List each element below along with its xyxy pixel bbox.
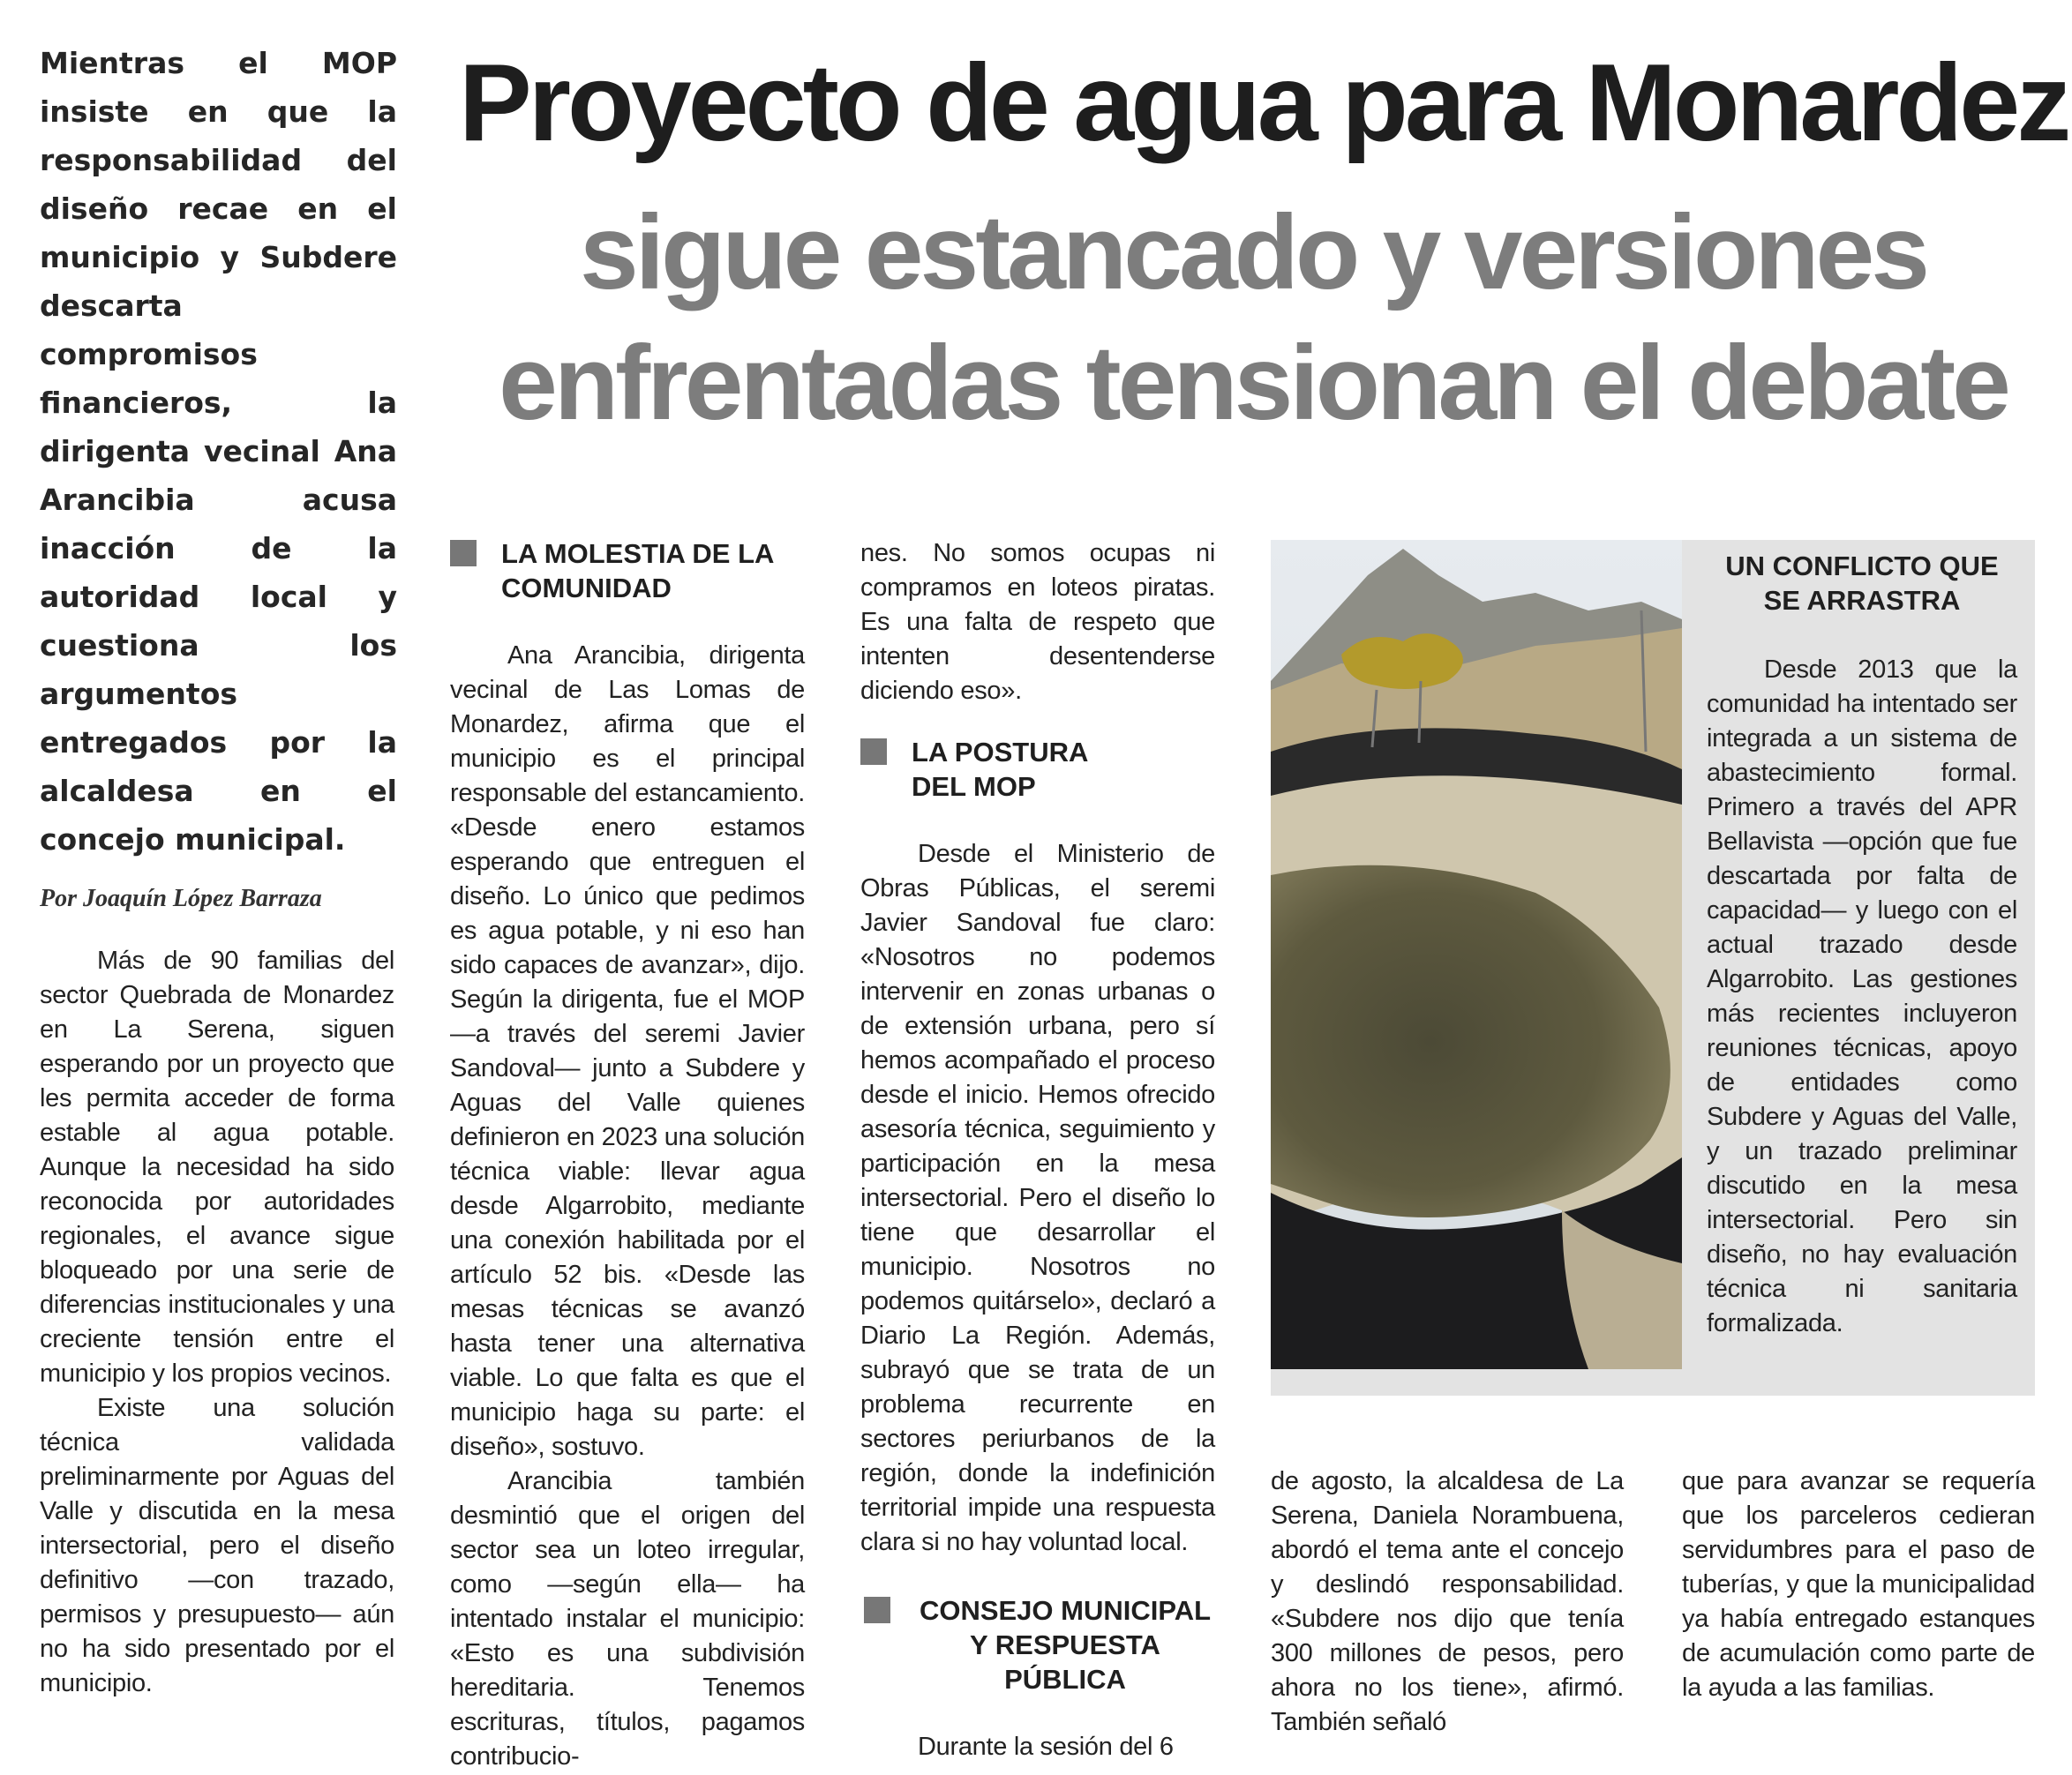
paragraph: Durante la sesión del 6	[918, 1733, 1174, 1761]
section-heading-text: LA MOLESTIA DE LA COMUNIDAD	[501, 538, 774, 603]
article-column-5	[1682, 1464, 2035, 1705]
paragraph: de agosto, la alcaldesa de La Serena, Daniela Norambuena, abordó el tema ante el concejo y deslindó responsabilidad. «Subdere nos dijo que tenía 300 millones de pesos, pero ahora no los tiene», afirmó. También señaló	[1271, 1467, 1624, 1736]
square-bullet-icon	[864, 1597, 890, 1623]
article-column-4	[1271, 1464, 1624, 1740]
section-heading-text: LA POSTURA DEL MOP	[912, 737, 1088, 802]
sidebar-column	[1707, 549, 2017, 1341]
reservoir-photo	[1271, 540, 1682, 1369]
byline: Por Joaquín López Barraza	[40, 885, 322, 912]
headline-line-2: sigue estancado y versiones enfrentadas tensionan el debate	[499, 193, 2008, 442]
sidebar-heading: UN CONFLICTO QUE SE ARRASTRA	[1725, 550, 1999, 616]
paragraph: Más de 90 familias del sector Quebrada de Monardez en La Serena, siguen esperando por un proyecto que les permita acceder de forma estable al agua potable. Aunque la necesidad ha sido reconocida por autoridades regionales, el avance sigue bloqueado por una serie de diferencias institucionales y una creciente tensión entre el municipio y los propios vecinos.	[40, 947, 394, 1388]
section-heading	[860, 1593, 1215, 1696]
section-heading	[450, 536, 805, 605]
paragraph: nes. No somos ocupas ni compramos en loteos piratas. Es una falta de respeto que intenten desentenderse diciendo eso».	[860, 539, 1215, 705]
article-deck: Mientras el MOP insiste en que la responsabilidad del diseño recae en el municipio y Subdere descarta compromisos financieros, la dirigenta vecinal Ana Arancibia acusa inacción de la autoridad local y cuestiona los argumentos entregados por la alcaldesa en el concejo municipal.	[40, 46, 397, 857]
article-column-3	[860, 536, 1215, 1764]
paragraph: Ana Arancibia, dirigenta vecinal de Las Lomas de Monardez, afirma que el municipio es el principal responsable del estancamiento. «Desde enero estamos esperando que entreguen el diseño. Lo único que pedimos es agua potable, y ni eso han sido capaces de avanzar», dijo. Según la dirigenta, fue el MOP —a través del seremi Javier Sandoval— junto a Subdere y Aguas del Valle quienes definieron en 2023 una solución técnica viable: llevar agua desde Algarrobito, mediante una conexión habilitada por el artículo 52 bis. «Desde las mesas técnicas se avanzó hasta tener una alternativa viable. Lo que falta es que el municipio haga su parte: el diseño», sostuvo.	[450, 641, 805, 1461]
square-bullet-icon	[450, 540, 477, 566]
section-heading	[860, 735, 1215, 804]
headline-line-1: Proyecto de agua para Monardez	[459, 42, 2068, 164]
article-column-2	[450, 536, 805, 1774]
reservoir-image	[1271, 540, 1682, 1369]
paragraph: Arancibia también desmintió que el origen del sector sea un loteo irregular, como —según ella— ha intentado instalar el municipio: «Esto es una subdivisión hereditaria. Tenemos escrituras, títulos, pagamos contribucio-	[450, 1467, 805, 1771]
square-bullet-icon	[860, 738, 887, 765]
paragraph: que para avanzar se requería que los parceleros cedieran servidumbres para el paso de tuberías, y que la municipalidad ya había entregado estanques de acumulación como parte de la ayuda a las familias.	[1682, 1467, 2035, 1702]
sidebar-paragraph: Desde 2013 que la comunidad ha intentado ser integrada a un sistema de abastecimiento formal. Primero a través del APR Bellavista —opción que fue descartada por falta de capacidad— y luego con el actual trazado desde Algarrobito. Las gestiones más recientes incluyeron reuniones técnicas, apoyo de entidades como Subdere y Aguas del Valle, y un trazado preliminar discutido en la mesa intersectorial. Pero sin diseño, no hay evaluación técnica ni sanitaria formalizada.	[1707, 655, 2017, 1337]
paragraph: Existe una solución técnica validada preliminarmente por Aguas del Valle y discutida en la mesa intersectorial, pero el diseño definitivo —con trazado, permisos y presupuesto— aún no ha sido presentado por el municipio.	[40, 1394, 394, 1697]
article-column-1	[40, 944, 394, 1701]
paragraph: Desde el Ministerio de Obras Públicas, el seremi Javier Sandoval fue claro: «Nosotros no podemos intervenir en zonas urbanas o de extensión urbana, pero sí hemos acompañado el proceso desde el inicio. Hemos ofrecido asesoría técnica, seguimiento y participación en la mesa intersectorial. Pero el diseño lo tiene que desarrollar el municipio. Nosotros no podemos quitárselo», declaró a Diario La Región. Además, subrayó que se trata de un problema recurrente en sectores periurbanos de la región, donde la indefinición territorial impide una respuesta clara si no hay voluntad local.	[860, 840, 1215, 1556]
section-heading-text: CONSEJO MUNICIPAL Y RESPUESTA PÚBLICA	[919, 1595, 1212, 1695]
